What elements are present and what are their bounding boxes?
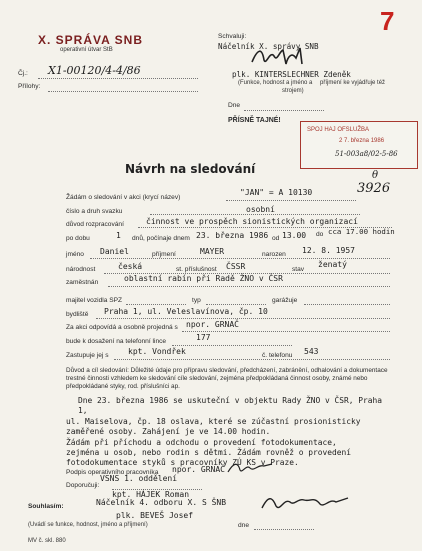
doporucuji-unit: VSNS 1. oddělení [100,474,178,483]
do-value: cca 17.00 hodin [328,227,395,236]
zastupuje-line [114,359,390,360]
zamestnan-value: oblastní rabín při Radě ŽNO v ČSR [124,274,283,283]
jmeno-line [90,258,390,259]
date-value: 23. března 1986 [196,231,269,240]
signatures-note: (Uvádí se funkce, hodnost, jméno a příjmení) [28,522,148,528]
signatures-dne-line [254,529,314,530]
cj-line [38,78,198,79]
handwritten-number: 3926 [357,181,391,196]
cislo-line [150,214,360,215]
narodnost-label: národnost [66,266,96,273]
bydliste-value: Praha 1, ul. Veleslavínova, čp. 10 [104,307,268,316]
zamestnan-line [108,286,390,287]
body-line: fotodokumentace styků s pracovníky ZÚ KS v Praze. [66,458,299,468]
dosazeni-label: bude k dosažení na telefonní lince [66,338,167,345]
akce-odpovida-label: Za akci odpovídá a osobně projedná s [66,324,178,331]
do-label: do [316,231,324,238]
podpis-value: npor. GRNAČ [172,465,225,474]
akce-odpovida-line [182,331,390,332]
prisne-tajne: PŘÍSNĚ TAJNÉ! [228,117,281,124]
cj-value: X1-00120/4-4/86 [48,64,141,77]
footer-form-number: MV č. skl. 880 [28,538,66,544]
telefon-value: 543 [304,347,319,356]
po-dobu-label: po dobu [66,235,90,242]
prilohy-line [48,91,198,92]
jmeno-label: jméno [66,251,84,258]
operative-signature [226,460,276,476]
majitel-label: majitel vozidla SPZ [66,297,123,304]
od-label: od [272,235,280,242]
majitel-line [126,304,186,305]
telefon-label: č. telefonu [262,352,293,359]
schvaluji-label: Schvaluji: [218,33,247,40]
souhlasim-role: Náčelník 4. odboru X. S ŠNB [96,498,227,507]
registry-stamp [300,121,418,169]
dosazeni-line [172,345,292,346]
zadam-label: Žádám o sledování v akci (krycí název) [66,194,181,201]
duvod-note: Důvod a cíl sledování: Důležité údaje pro přípravu sledování, předcházení, zabránění, odhalování a dokumentace trestné činnosti vzhledem ke sledování cíle sledování, zejména předpokládaná činnost osoby, známé nebo předpokládané styky, rod. příslušníci ap. [66,367,388,390]
od-value: 13.00 [282,231,307,240]
prislusnost-label: st. příslušnost [176,266,217,273]
handwritten-symbol: θ [372,170,379,181]
dosazeni-value: 177 [196,333,211,342]
narozen-value: 12. 8. 1957 [302,246,355,255]
jmeno-value: Daniel [100,247,129,256]
zamestnan-label: zaměstnán [66,279,99,286]
garazuje-line [304,304,390,305]
zastupuje-label: Zastupuje jej s [66,352,109,359]
signatures-dne-label: dne [238,522,250,529]
duvod-label: důvod rozpracování [66,221,124,228]
duvod-value: činnost ve prospěch sionistických organizací [146,217,358,226]
dni-label: dnů, počínaje dnem [132,235,190,242]
page-number: 7 [380,6,395,36]
narozen-label: narozen [262,251,286,258]
funkce-note-3: strojem) [282,88,304,94]
garazuje-label: garážuje [272,297,298,304]
prislusnost-value: ČSSR [226,262,246,271]
stav-value: ženatý [318,260,347,269]
funkce-note-2: příjmení ke vyjádřuje též [320,80,386,86]
dne-line [244,110,324,111]
podpis-label: Podpis operativního pracovníka [66,469,159,476]
typ-line [206,304,266,305]
akce-value: "JAN" = A 10130 [240,188,313,197]
body-line: ul. Maiselova, čp. 18 oslava, které se zúčastní prosionisticky [66,416,361,426]
zastupuje-value: kpt. Vondřek [128,347,186,356]
stav-label: stav [292,266,305,273]
cislo-label: číslo a druh svazku [66,208,123,215]
cislo-value: osobní [246,205,275,214]
akce-odpovida-value: npor. GRNAČ [186,320,239,329]
prijmeni-value: MAYER [200,247,225,256]
bydliste-label: bydliště [66,311,89,318]
stamp-heading: SPOJ HAJ OFSLUŽBA [307,127,370,133]
prilohy-label: Přílohy: [18,83,41,90]
body-line: zejména u osob, nebo rodin s dětmi. Žádám rovněž o provedení [66,448,352,458]
funkce-note-1: (Funkce, hodnost a jméno a [238,80,313,86]
souhlasim-label: Souhlasím: [28,503,64,510]
department-header: X. SPRÁVA SNB [38,33,144,47]
schvaluji-role: Náčelník X. správy SNB [218,42,319,51]
bydliste-line [96,318,390,319]
doporucuji-label: Doporučuji: [66,482,100,489]
body-text [66,396,396,469]
prijmeni-label: příjmení [152,251,176,258]
dne-label: Dne [228,102,241,109]
department-subtitle: operativní útvar StB [60,47,113,53]
cj-label: Čj.: [18,70,28,77]
narodnost-value: česká [118,262,143,271]
typ-label: typ [192,297,201,304]
schvaluji-name: plk. KINTERSLECHNER Zdeněk [232,70,351,79]
stamp-date: 2 7. března 1986 [339,138,385,144]
approver-signature [258,492,354,514]
stamp-number: 51-003a8/02-5-86 [335,150,398,158]
approval-signature [248,44,318,68]
body-line: zaměřené osoby. Zahájení je ve 14.00 hodin. [66,427,271,437]
po-dobu-value: 1 [116,231,121,240]
document-title: Návrh na sledování [125,162,256,176]
akce-line [226,200,356,201]
body-line: Žádám při příchodu a odchodu o provedení fotodokumentace, [66,437,337,447]
doporucuji-name: kpt. HÁJEK Roman [112,490,190,499]
souhlasim-name: plk. BEVEŠ Josef [116,511,194,520]
body-line: Dne 23. března 1986 se uskuteční v objektu Rady ŽNO v ČSR, Praha 1, [78,396,383,416]
